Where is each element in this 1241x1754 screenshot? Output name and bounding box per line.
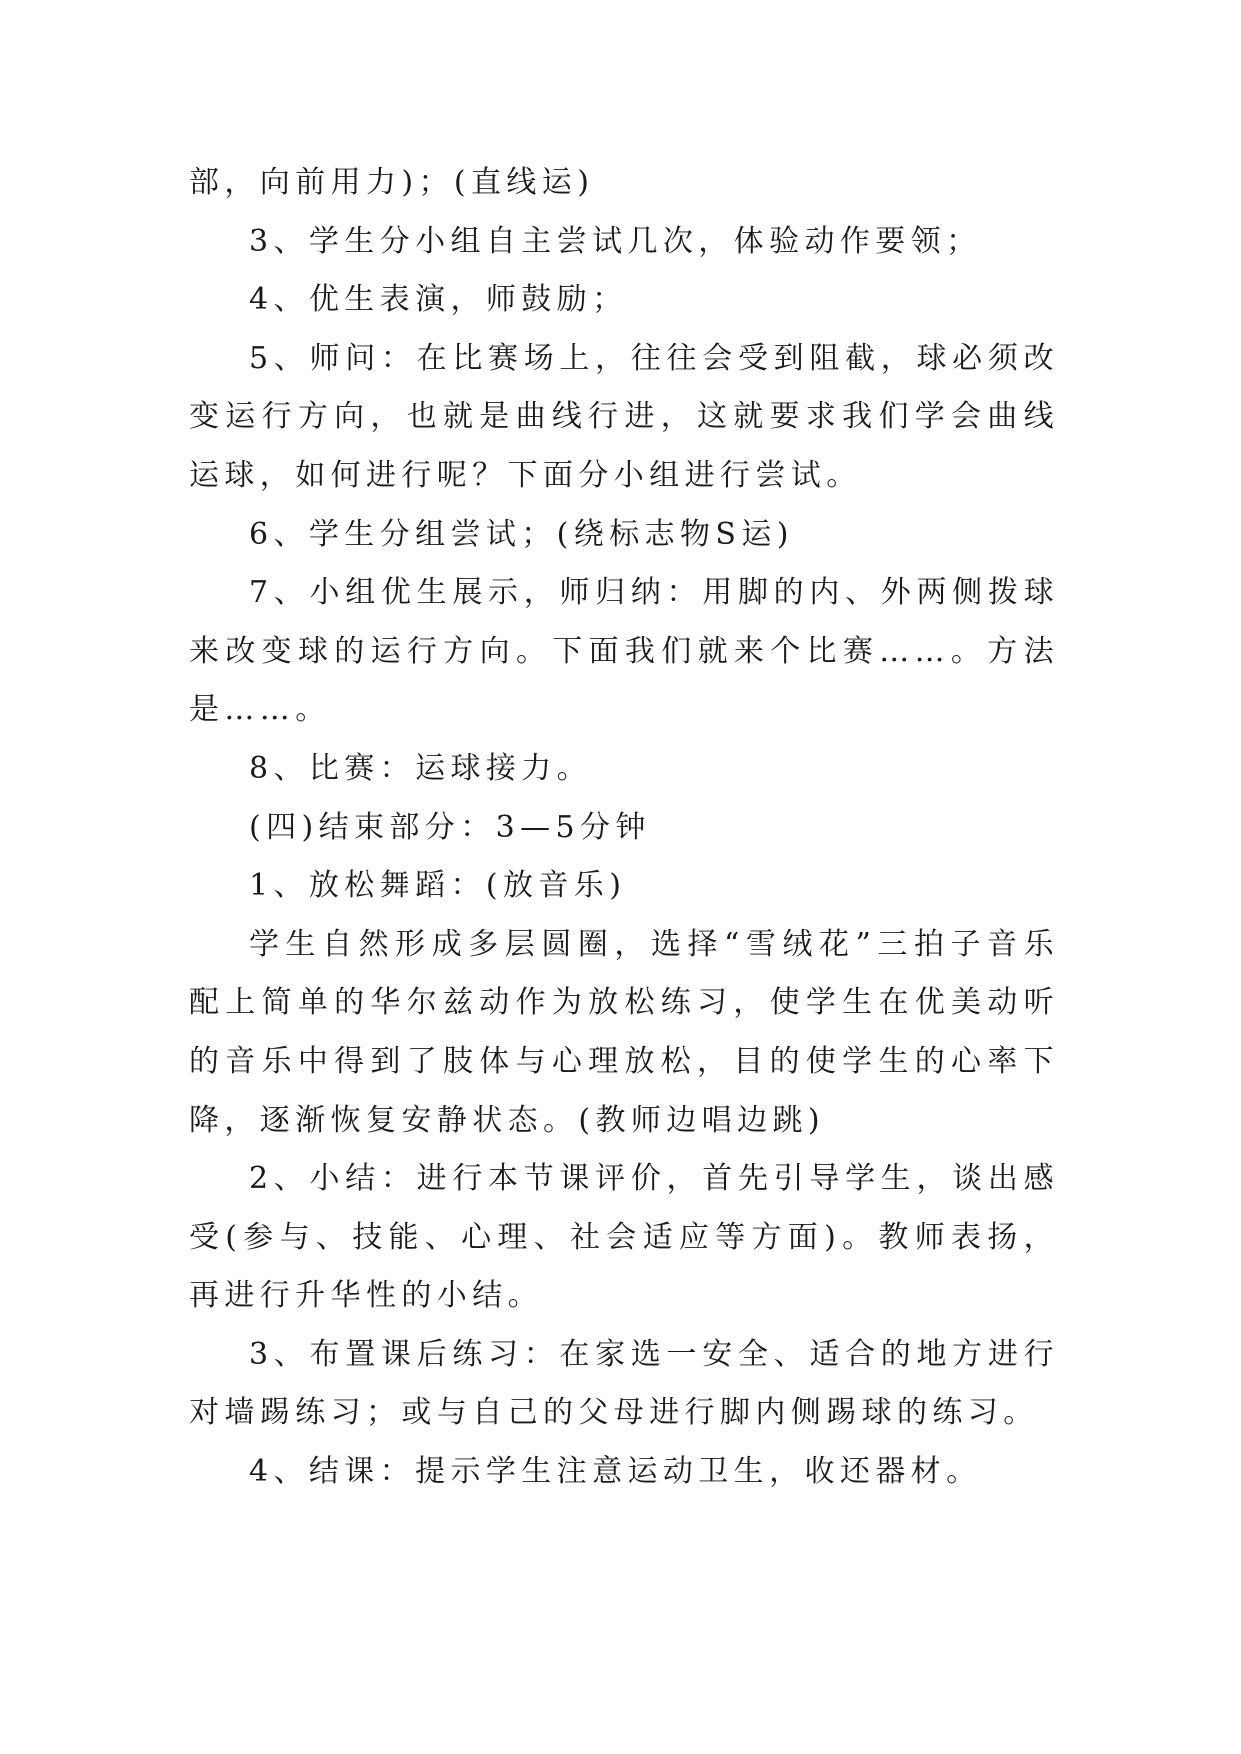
paragraph: 4、优生表演，师鼓励；: [249, 282, 628, 318]
paragraph: 部，向前用力)；(直线运): [189, 165, 595, 200]
paragraph: 3、学生分小组自主尝试几次，体验动作要领；: [249, 223, 982, 259]
paragraph: 1、放松舞蹈：(放音乐): [249, 868, 627, 904]
section-heading: (四)结束部分：3—5分钟: [249, 809, 651, 845]
paragraph: 5、师问：在比赛场上，往往会受到阻截，球必须改变运行方向，也就是曲线行进，这就要求我们学会曲线运球，如何进行呢？下面分小组进行尝试。: [189, 340, 1059, 493]
paragraph: 3、布置课后练习：在家选一安全、适合的地方进行对墙踢练习；或与自己的父母进行脚内侧踢球的练习。: [189, 1336, 1059, 1431]
paragraph: 学生自然形成多层圆圈，选择“雪绒花”三拍子音乐配上简单的华尔兹动作为放松练习，使学生在优美动听的音乐中得到了肢体与心理放松，目的使学生的心率下降，逐渐恢复安静状态。(教师边唱边跳): [189, 926, 1059, 1138]
paragraph: 7、小组优生展示，师归纳：用脚的内、外两侧拨球来改变球的运行方向。下面我们就来个比赛……。方法是……。: [189, 575, 1059, 728]
document-body: [189, 154, 1059, 1502]
paragraph: 8、比赛：运球接力。: [249, 750, 593, 786]
paragraph: 4、结课：提示学生注意运动卫生，收还器材。: [249, 1454, 982, 1490]
paragraph: 6、学生分组尝试；(绕标志物S运): [249, 516, 794, 552]
paragraph: 2、小结：进行本节课评价，首先引导学生，谈出感受(参与、技能、心理、社会适应等方面)。教师表扬，再进行升华性的小结。: [189, 1161, 1059, 1314]
